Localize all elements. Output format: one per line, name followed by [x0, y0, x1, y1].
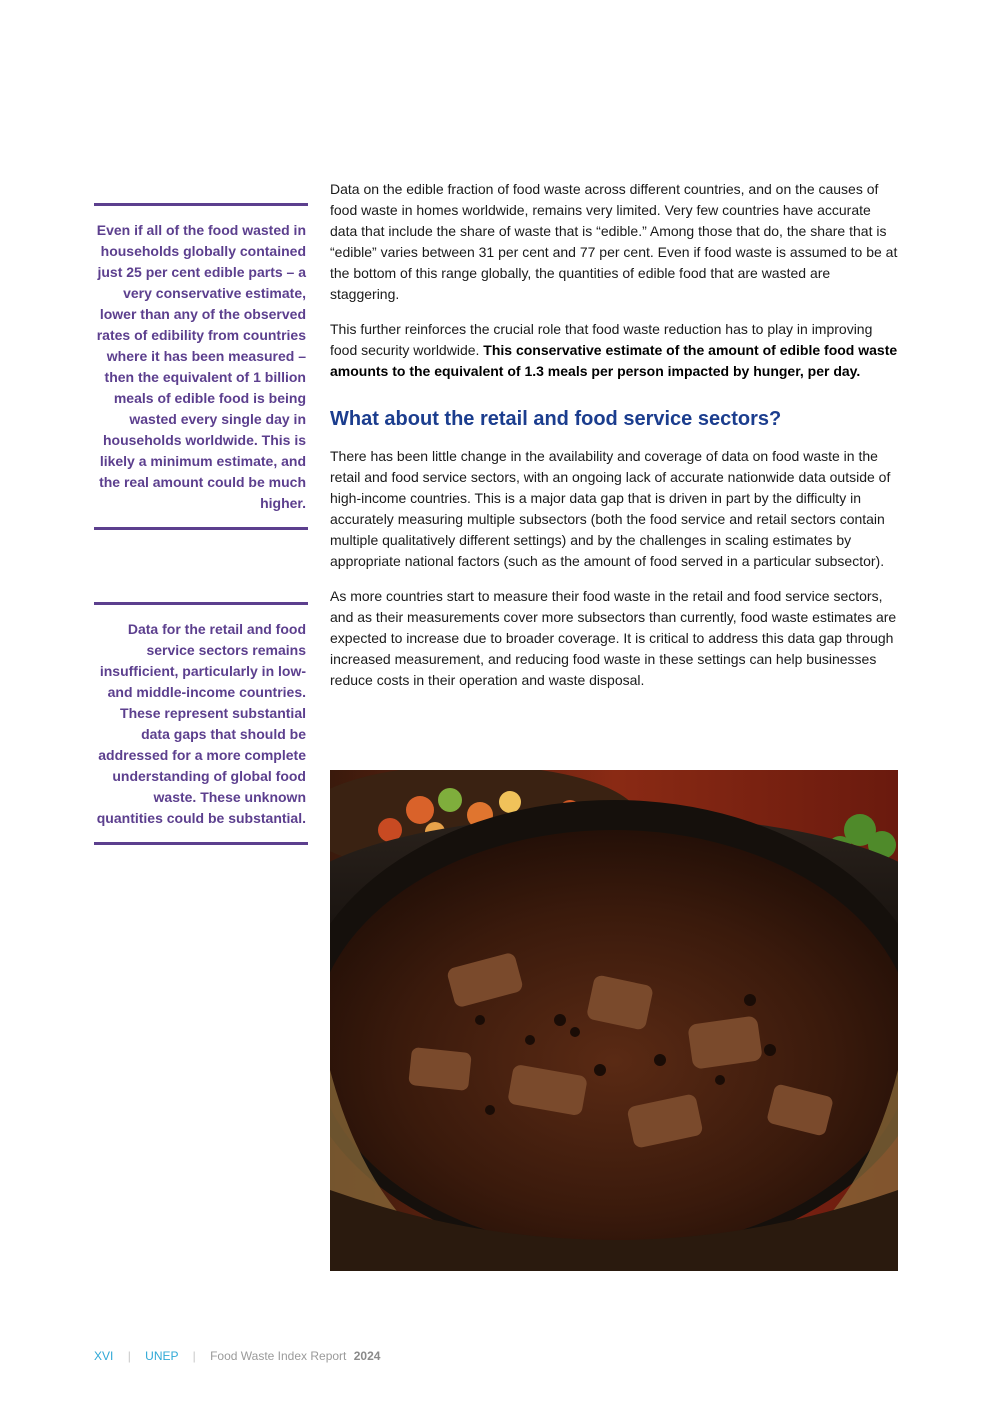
pull-quote-text: Data for the retail and food service sectors remains insufficient, particularly in low- and middle-income countries. These represent substantial data gaps that should be addressed for a more complete understanding of global food waste. These unknown quantities could be substantial.: [96, 621, 306, 826]
pull-quote-edible-meals: [94, 203, 308, 530]
main-text-column: [330, 179, 900, 705]
footer-separator: |: [127, 1349, 131, 1363]
page-number: XVI: [94, 1349, 114, 1363]
page-footer: [94, 1348, 380, 1364]
paragraph-edible-fraction: Data on the edible fraction of food waste across different countries, and on the causes of food waste in homes worldwide, remains very limited. Very few countries have accurate data that include the share of waste that is “edible.” Among those that do, the share that is “edible” varies between 31 per cent and 77 per cent. Even if food waste is assumed to be at the bottom of this range globally, the quantities of edible food that are wasted are staggering.: [330, 181, 898, 302]
footer-year: 2024: [353, 1349, 381, 1363]
footer-org: UNEP: [145, 1349, 179, 1363]
pull-quote-retail-data-gap: [94, 602, 308, 845]
pull-quote-text: Even if all of the food wasted in households globally contained just 25 per cent edible parts – a very conservative estimate, lower than any of the observed rates of edibility from countries where it has been measured – then the equivalent of 1 billion meals of edible food is being wasted every single day in households worldwide. This is likely a minimum estimate, and the real amount could be much higher.: [96, 222, 306, 511]
food-photo: [330, 770, 898, 1271]
paragraph-food-security: [330, 319, 900, 382]
footer-report-title: Food Waste Index Report: [210, 1349, 347, 1363]
paragraph-measurement: As more countries start to measure their food waste in the retail and food service sectors, and as their measurements cover more subsectors than currently, food waste estimates are expected to increase due to broader coverage. It is critical to address this data gap through increased measurement, and reducing food waste in these settings can help businesses reduce costs in their operation and waste disposal.: [330, 588, 897, 688]
section-heading: What about the retail and food service sectors?: [330, 408, 782, 430]
bold-emphasis: This conservative estimate of the amount of edible food waste amounts to the equivalent of 1.3 meals per person impacted by hunger, per day.: [330, 342, 898, 379]
paragraph-data-availability: There has been little change in the availability and coverage of data on food waste in the retail and food service sectors, with an ongoing lack of accurate nationwide data outside of high-income countries. This is a major data gap that is driven in part by the difficulty in accurately measuring multiple subsectors (both the food service and retail sectors contain multiple qualitatively different settings) and by the challenges in scaling estimates by appropriate national factors (such as the amount of food served in a particular subsector).: [330, 448, 891, 569]
footer-separator: |: [192, 1349, 196, 1363]
paragraph-text: This further reinforces the crucial role that food waste reduction has to play in improving food security worldwide.: [330, 321, 873, 358]
